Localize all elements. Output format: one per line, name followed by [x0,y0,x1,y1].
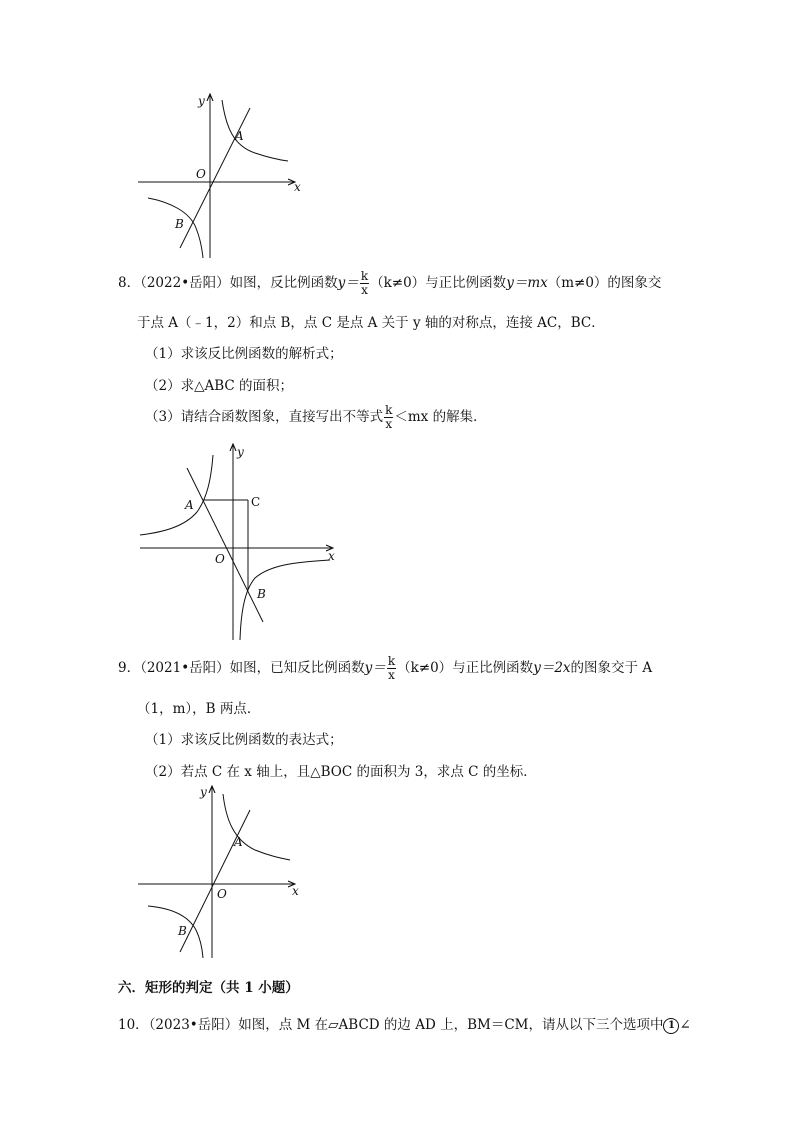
q8-part-2: （2）求△ABC 的面积； [145,378,294,394]
q9-text-1: 如图，已知反比例函数 [229,660,365,676]
q8-p3-frac-den: x [385,417,393,431]
origin-label: O [215,552,225,566]
x-label: x [294,180,301,194]
q9-fraction [387,655,396,682]
line-y-mx [187,468,263,622]
graph-3 [130,780,310,960]
q9-frac-num: k [387,654,396,668]
q10-source: （2023•岳阳） [148,1017,239,1033]
q9-y-eq-2: y＝2x [533,660,571,676]
y-label: y [198,94,205,108]
hyperbola-branch-1 [222,100,288,161]
q9-frac-den: x [388,668,395,682]
q8-part-1: （1）求该反比例函数的解析式； [145,346,343,362]
line-y-2x [180,810,250,952]
origin-label: O [196,167,206,181]
q8-y-eq-2: y＝mx [506,275,548,291]
q8-text-1: 如图，反比例函数 [229,275,338,291]
graph-2 [135,440,345,645]
q10-line-1 [118,1013,691,1034]
q9-cond-1: （k≠0）与正比例函数 [397,660,534,676]
q8-part-3-a: （3）请结合函数图象，直接写出不等式 [145,409,384,425]
point-b-label: B [175,217,184,231]
hyperbola-branch-2 [140,455,213,535]
q8-part-3-fraction [384,404,393,431]
q8-frac-den: x [361,283,368,297]
q8-fraction [360,270,369,297]
q8-cond-1: （k≠0）与正比例函数 [370,275,507,291]
q9-part-2: （2）若点 C 在 x 轴上，且△BOC 的面积为 3，求点 C 的坐标． [145,764,537,780]
q8-part-3 [145,404,487,431]
q10-number: 10． [118,1017,149,1033]
graph-1 [130,88,310,263]
hyperbola-branch-3 [148,906,203,958]
point-a-label: A [235,129,244,143]
x-label: x [328,549,335,563]
q8-source: （2022•岳阳） [140,275,230,291]
q8-number: 8． [118,275,141,291]
q8-p3-frac-num: k [385,403,393,417]
point-a-label: A [234,835,243,849]
point-c-label: C [251,495,261,509]
origin-label: O [217,887,227,901]
q8-line-2: 于点 A（﹣1，2）和点 B，点 C 是点 A 关于 y 轴的对称点，连接 AC，BC． [137,315,605,331]
point-b-label: B [257,587,266,601]
q10-option-1-marker: 1 [663,1018,679,1034]
point-b-label: B [178,924,187,938]
x-label: x [292,884,299,898]
q8-frac-num: k [360,269,369,283]
y-label: y [237,445,244,459]
q8-cond-2: （m≠0）的图象交 [547,275,662,291]
q9-number: 9． [118,660,141,676]
q8-line-1 [118,270,661,297]
y-label: y [200,785,207,799]
q10-text: 如图，点 M 在▱ABCD 的边 AD 上，BM＝CM，请从以下三个选项中 [238,1017,664,1033]
q9-line-1 [118,655,652,682]
q10-tail: ∠ [679,1017,691,1033]
q9-y-eq: y＝ [364,660,386,676]
section-6-heading: 六．矩形的判定（共 1 小题） [118,980,299,996]
q9-cond-2: 的图象交于 A [570,660,653,676]
q9-line-2: （1，m），B 两点． [137,701,261,717]
hyperbola-branch-4 [240,560,330,640]
q9-part-1: （1）求该反比例函数的表达式； [145,732,343,748]
point-a-label: A [185,498,194,512]
q8-part-3-b: ＜mx 的解集． [394,409,487,425]
q9-source: （2021•岳阳） [140,660,230,676]
hyperbola-branch-1 [223,794,290,860]
q8-y-eq: y＝ [337,275,359,291]
